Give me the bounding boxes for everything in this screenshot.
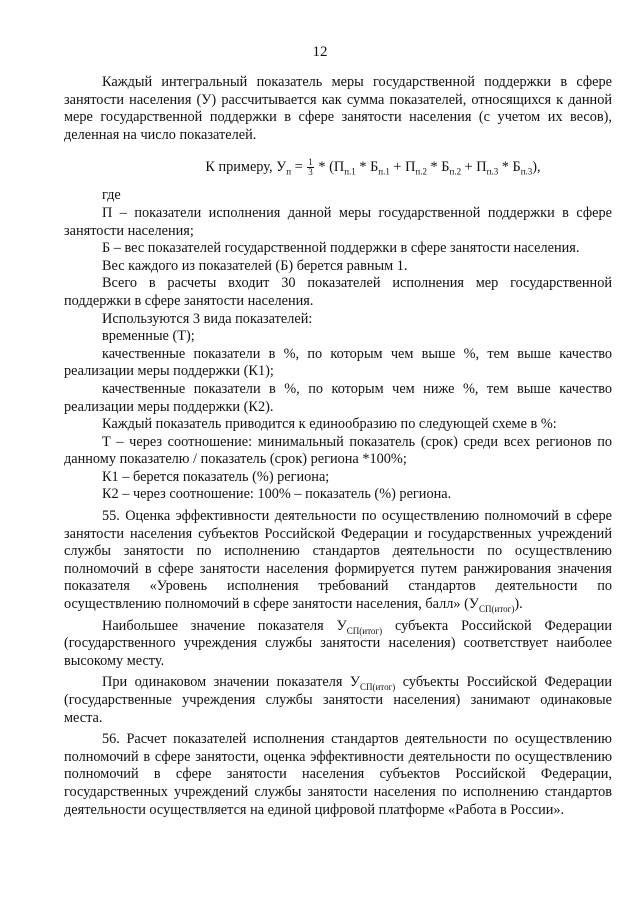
fraction-one-third: $\frac{1}{3}$: [308, 157, 313, 178]
page-number: 12: [312, 44, 328, 60]
paragraph-integral-indicator: Каждый интегральный показатель меры государственной поддержки в сфере занятости населения (У) рассчитывается как сумма показателей, относящихся к данной мере государственной поддержки в сфере занятости населения (с учетом их весов), деленная на число показателей.: [64, 74, 612, 143]
paragraph-where: где: [102, 187, 121, 204]
paragraph-type-k2: качественные показатели в %, по которым чем ниже %, тем выше качество реализации меры поддержки (К2).: [64, 380, 612, 415]
paragraph-indicator-types: Используются 3 вида показателей:: [102, 310, 313, 327]
paragraph-k1-calculation: К1 – берется показатель (%) региона;: [102, 468, 330, 485]
paragraph-normalization-scheme: Каждый показатель приводится к единообразию по следующей схеме в %:: [102, 416, 557, 433]
paragraph-t-calculation: Т – через соотношение: минимальный показатель (срок) среди всех регионов по данному показателю / показатель (срок) региона *100%;: [64, 433, 612, 468]
formula-example: К примеру, $У_п$ = $\frac{1}{3}$ * $(П_{п.1} * Б_{п.1} + П_{п.2} * Б_{п.2} + П_{п.3} * Б_{п.3})$,: [205, 157, 541, 178]
paragraph-definition-b: Б – вес показателей государственной поддержки в сфере занятости населения.: [102, 240, 580, 257]
paragraph-55: 55. Оценка эффективности деятельности по осуществлению полномочий в сфере занятости населения субъектов Российской Федерации и государственных учреждений службы занятости по исполнению стандартов деятельности по осуществлению полномочий в сфере занятости населения формируется путем ранжирования значения показателя «Уровень исполнения требований стандартов деятельности по осуществлению полномочий в сфере занятости населения, балл» $(У_{СП(итог)})$.: [64, 508, 612, 614]
paragraph-highest-value: Наибольшее значение показателя $У_{СП(итог)}$ субъекта Российской Федерации (государственного учреждения службы занятости населения) соответствует наиболее высокому месту.: [64, 617, 613, 669]
document-body: [64, 74, 612, 819]
paragraph-total-indicators: Всего в расчеты входит 30 показателей исполнения мер государственной поддержки в сфере занятости населения.: [64, 275, 612, 309]
paragraph-definition-p: П – показатели исполнения данной меры государственной поддержки в сфере занятости населения;: [64, 204, 612, 239]
paragraph-type-t: временные (Т);: [102, 328, 195, 345]
paragraph-equal-value: При одинаковом значении показателя $У_{СП(итог)}$ субъекты Российской Федерации (государственные учреждения службы занятости населения) занимают одинаковые места.: [64, 674, 612, 726]
paragraph-weight: Вес каждого из показателей (Б) берется равным 1.: [102, 257, 408, 274]
paragraph-type-k1: качественные показатели в %, по которым чем выше %, тем выше качество реализации меры поддержки (К1);: [64, 345, 612, 380]
paragraph-56: 56. Расчет показателей исполнения стандартов деятельности по осуществлению полномочий в сфере занятости, оценка эффективности деятельности по осуществлению полномочий в сфере занятости населения субъектов Российской Федерации, государственных учреждений службы занятости населения по исполнению стандартов деятельности осуществляется на единой цифровой платформе «Работа в России».: [64, 731, 612, 818]
paragraph-k2-calculation: К2 – через соотношение: 100% – показатель (%) региона.: [102, 486, 452, 503]
